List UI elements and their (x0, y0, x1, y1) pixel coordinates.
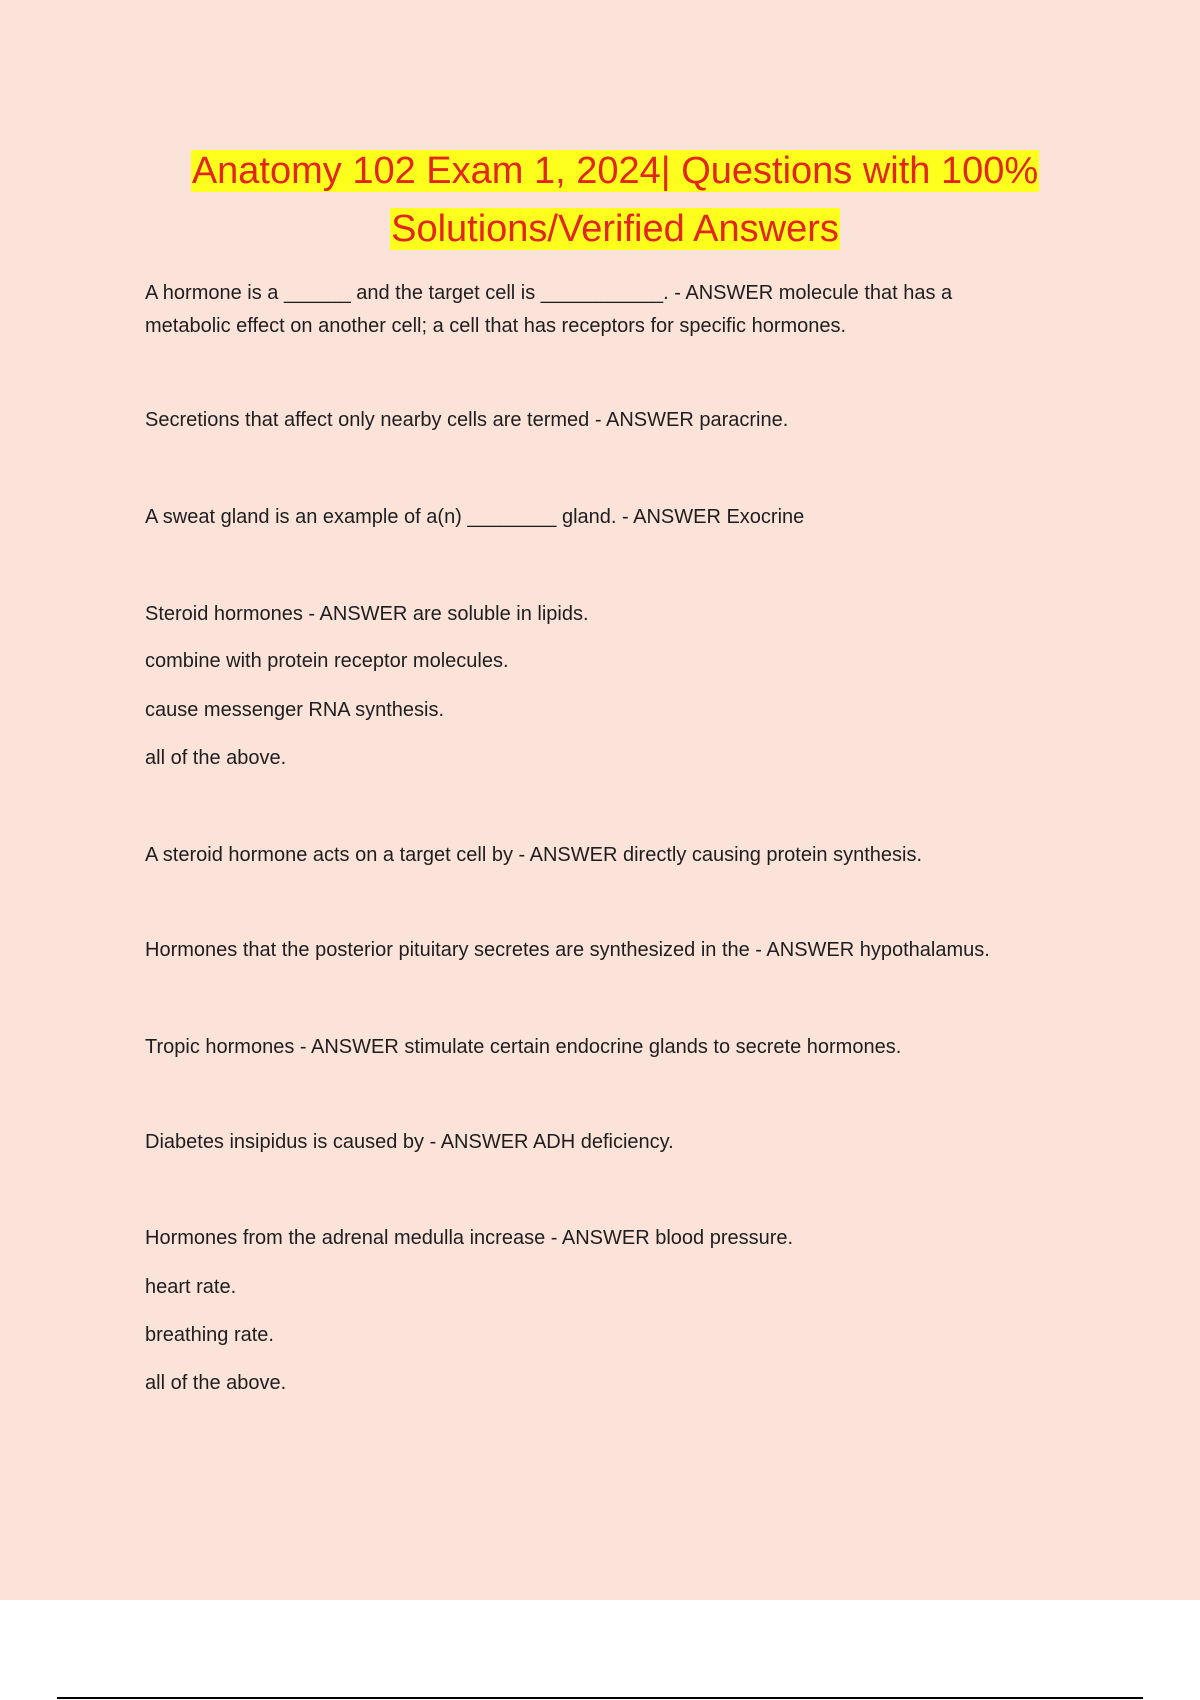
qa-9-line-3: breathing rate. (145, 1324, 274, 1346)
qa-3-line-1: A sweat gland is an example of a(n) ________ gland. - ANSWER Exocrine (145, 506, 805, 528)
footer-rule (57, 1697, 1143, 1699)
qa-4-line-3: cause messenger RNA synthesis. (145, 699, 445, 721)
document-title (60, 142, 1170, 258)
qa-4-line-2: combine with protein receptor molecules. (145, 650, 509, 672)
qa-7-line-1: Tropic hormones - ANSWER stimulate certain endocrine glands to secrete hormones. (145, 1036, 902, 1058)
qa-8-line-1: Diabetes insipidus is caused by - ANSWER ADH deficiency. (145, 1131, 674, 1153)
qa-1-line-2: metabolic effect on another cell; a cell that has receptors for specific hormones. (145, 315, 847, 337)
qa-9-line-4: all of the above. (145, 1372, 287, 1394)
qa-9-line-1: Hormones from the adrenal medulla increase - ANSWER blood pressure. (145, 1227, 794, 1249)
qa-6-line-1: Hormones that the posterior pituitary secretes are synthesized in the - ANSWER hypothalamus. (145, 939, 990, 961)
qa-5-line-1: A steroid hormone acts on a target cell by - ANSWER directly causing protein synthesis. (145, 844, 923, 866)
title-line-2: Solutions/Verified Answers (391, 208, 839, 250)
qa-9-line-2: heart rate. (145, 1276, 237, 1298)
qa-4-line-1: Steroid hormones - ANSWER are soluble in lipids. (145, 603, 589, 625)
title-line-1: Anatomy 102 Exam 1, 2024| Questions with 100% (191, 150, 1039, 192)
qa-2-line-1: Secretions that affect only nearby cells are termed - ANSWER paracrine. (145, 409, 789, 431)
qa-4-line-4: all of the above. (145, 747, 287, 769)
qa-1-line-1: A hormone is a ______ and the target cell is ___________. - ANSWER molecule that has a (145, 282, 953, 304)
